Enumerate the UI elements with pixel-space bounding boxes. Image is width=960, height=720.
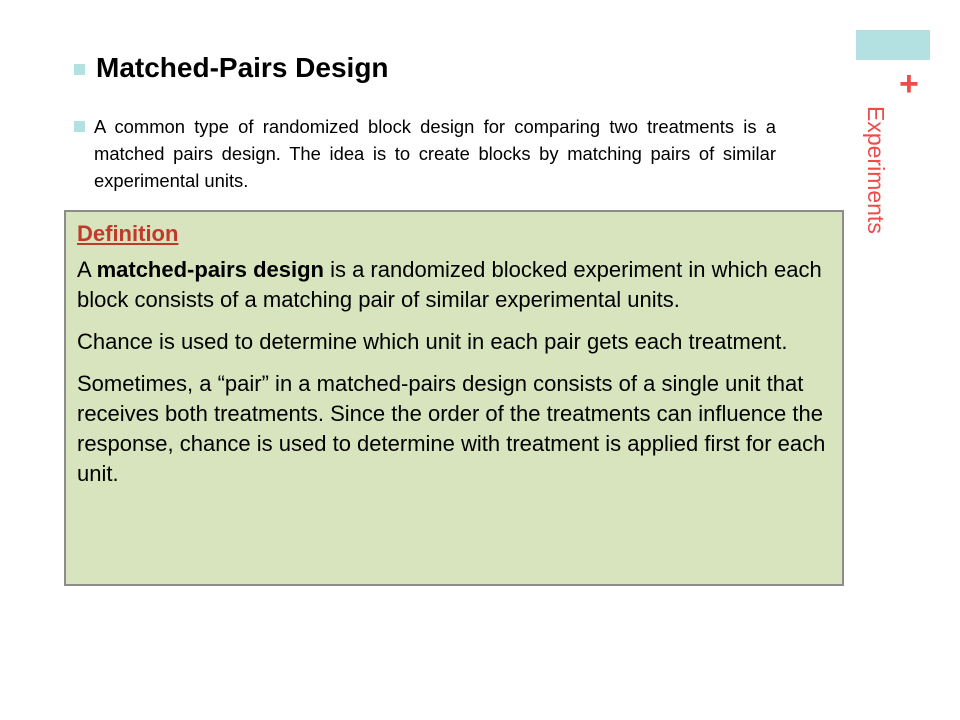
definition-term: matched-pairs design bbox=[96, 257, 324, 282]
definition-prefix: A bbox=[77, 257, 97, 282]
definition-box bbox=[64, 210, 844, 586]
definition-rest: is a randomized blocked experiment in which each block consists of a matching pair of similar experimental units. bbox=[77, 257, 822, 312]
definition-label: Definition bbox=[77, 221, 179, 246]
definition-paragraph-3: Sometimes, a “pair” in a matched-pairs design consists of a single unit that receives both treatments. Since the order of the treatments can influence the response, chance is used to determine with treatment is applied first for each unit. bbox=[77, 371, 826, 486]
accent-bar bbox=[856, 30, 930, 60]
intro-text: A common type of randomized block design for comparing two treatments is a matched pairs design. The idea is to create blocks by matching pairs of similar experimental units. bbox=[94, 116, 776, 191]
section-label: Experiments bbox=[863, 106, 889, 234]
intro-bullet bbox=[74, 121, 85, 132]
heading-bullet bbox=[74, 64, 85, 75]
slide-title: Matched-Pairs Design bbox=[96, 52, 389, 83]
plus-icon: + bbox=[899, 65, 919, 103]
definition-paragraph-2: Chance is used to determine which unit in each pair gets each treatment. bbox=[77, 329, 788, 354]
definition-paragraph-1 bbox=[77, 255, 832, 315]
